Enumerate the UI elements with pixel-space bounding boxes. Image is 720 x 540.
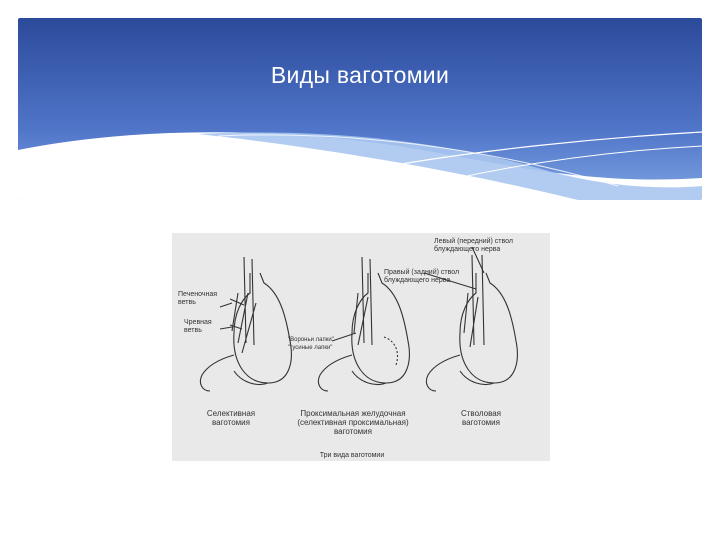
caption-proximal: Проксимальная желудочная (селективная проксимальная) ваготомия (297, 409, 409, 436)
label-anterior-trunk: Левый (передний) ствол блуждающего нерва (434, 238, 513, 253)
slide-title: Виды ваготомии (270, 62, 450, 88)
label-crows-foot: "Вороньи лапки" "гусиные лапки" (288, 337, 334, 351)
banner-background (18, 18, 702, 200)
vagotomy-figure (172, 233, 550, 461)
caption-selective: Селективная ваготомия (206, 409, 256, 427)
title-banner (18, 18, 702, 200)
label-hepatic-branch: Печеночная ветвь (178, 291, 218, 306)
figure-caption: Три вида ваготомии (319, 452, 385, 459)
stomach-drawing-selective (200, 257, 291, 391)
caption-truncal: Стволовая ваготомия (460, 409, 502, 427)
label-celiac-branch: Чревная ветвь (184, 319, 212, 334)
label-posterior-trunk: Правый (задний) ствол блуждающего нерва (384, 269, 460, 284)
